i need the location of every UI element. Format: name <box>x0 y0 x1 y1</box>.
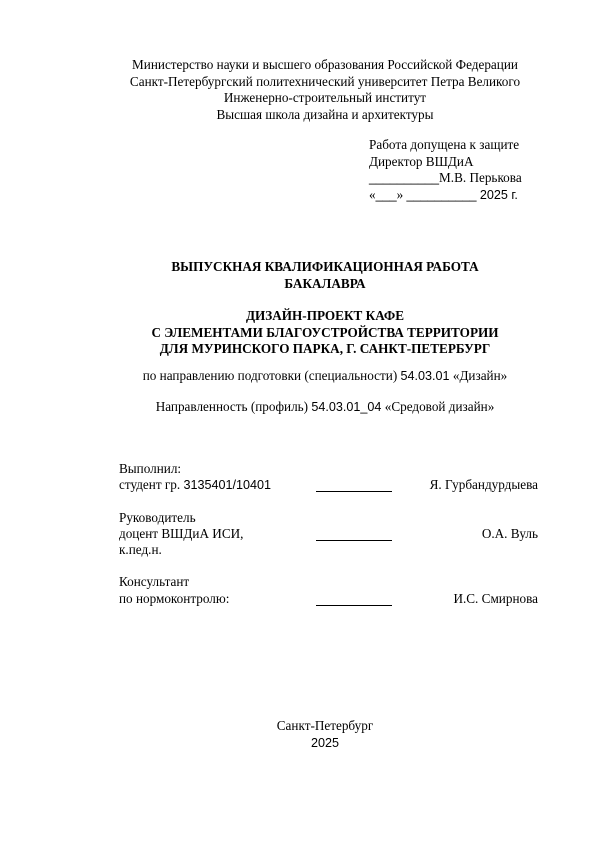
direction-name: «Дизайн» <box>449 368 508 383</box>
date-open-quote: « <box>369 186 376 202</box>
university-name: Санкт-Петербургский политехнический университет Петра Великого <box>129 73 521 89</box>
header-block <box>0 57 595 123</box>
student-group-line <box>119 477 271 494</box>
approval-line: Работа допущена к защите <box>369 137 520 152</box>
title-block <box>0 259 595 358</box>
profile-prefix: Направленность (профиль) <box>155 399 312 414</box>
student-group: 3135401/10401 <box>183 478 272 492</box>
director-signature-line <box>369 170 522 187</box>
consultant-name: И.С. Смирнова <box>453 591 538 606</box>
consultant-signature-line <box>316 590 392 606</box>
student-name: Я. Гурбандурдыева <box>429 477 538 492</box>
footer-year: 2025 <box>310 735 340 750</box>
topic-line1: ДИЗАЙН-ПРОЕКТ КАФЕ <box>245 308 405 323</box>
footer-block <box>0 718 595 751</box>
director-name: М.В. Перькова <box>439 170 522 185</box>
study-profile <box>0 399 595 416</box>
footer-city: Санкт-Петербург <box>276 718 374 733</box>
student-prefix: студент гр. <box>119 477 184 492</box>
consultant-role: Консультант <box>119 574 190 589</box>
work-type-line1: ВЫПУСКНАЯ КВАЛИФИКАЦИОННАЯ РАБОТА <box>171 259 479 274</box>
direction-code: 54.03.01 <box>400 369 450 383</box>
date-close-quote: » <box>396 186 404 202</box>
profile-name: «Средовой дизайн» <box>381 399 495 414</box>
study-direction <box>0 368 595 385</box>
supervisor-degree: к.пед.н. <box>119 542 162 557</box>
work-type-line2: БАКАЛАВРА <box>284 275 366 291</box>
school-name: Высшая школа дизайна и архитектуры <box>216 106 434 122</box>
student-role: Выполнил: <box>119 461 182 476</box>
supervisor-signature-line <box>316 525 392 541</box>
profile-code: 54.03.01_04 <box>311 400 382 414</box>
approval-date <box>369 187 522 204</box>
date-month-blank: __________ <box>406 187 477 202</box>
approval-block <box>369 137 522 203</box>
institute-name: Инженерно-строительный институт <box>223 90 427 105</box>
student-signature-line <box>316 476 392 492</box>
topic-line3: ДЛЯ МУРИНСКОГО ПАРКА, Г. САНКТ-ПЕТЕРБУРГ <box>159 341 491 356</box>
supervisor-name: О.А. Вуль <box>481 526 538 541</box>
date-year: 2025 г. <box>479 187 518 202</box>
consultant-area: по нормоконтролю: <box>119 591 230 606</box>
supervisor-role: Руководитель <box>119 510 196 525</box>
date-day-blank: ___ <box>375 187 397 202</box>
director-title: Директор ВШДиА <box>369 153 474 169</box>
ministry-name: Министерство науки и высшего образования Российской Федерации <box>132 57 518 72</box>
supervisor-position: доцент ВШДиА ИСИ, <box>119 526 244 541</box>
signature-blank: __________ <box>369 171 440 185</box>
topic-line2: С ЭЛЕМЕНТАМИ БЛАГОУСТРОЙСТВА ТЕРРИТОРИИ <box>151 324 499 340</box>
direction-prefix: по направлению подготовки (специальности) <box>142 368 401 383</box>
